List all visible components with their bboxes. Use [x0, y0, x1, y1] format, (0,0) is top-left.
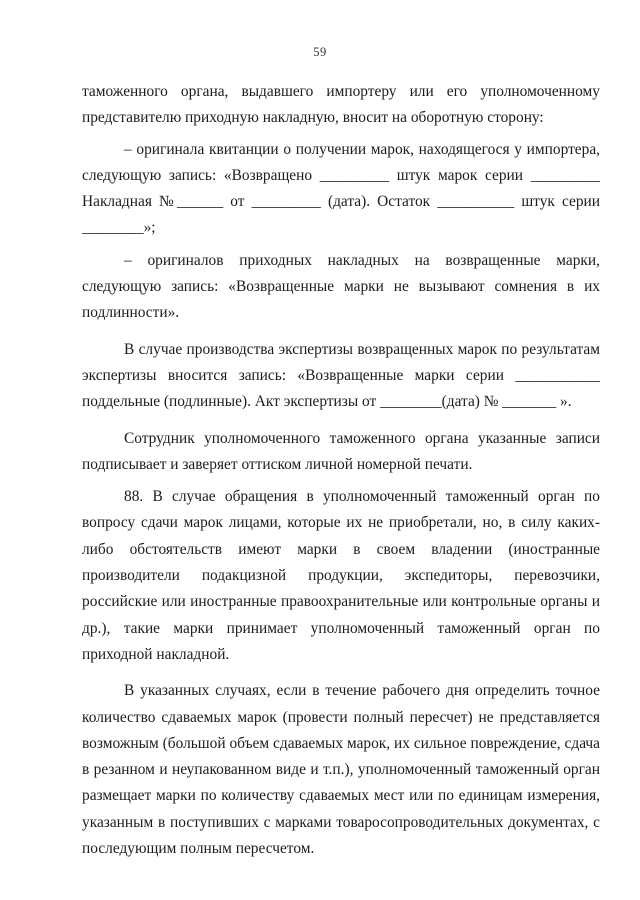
document-body	[82, 79, 600, 862]
paragraph-receipt-record: – оригинала квитанции о получении марок, находящегося у импортера, следующую запись: «Возвращено _________ штук марок серии _________ Накладная №______ от _________ (дата). Остаток __________ штук серии ________»;	[82, 140, 600, 237]
paragraph-invoice-record: – оригиналов приходных накладных на возвращенные марки, следующую запись: «Возвращенные марки не вызывают сомнения в их подлинности».	[82, 251, 600, 322]
paragraph-expertise-record: В случае производства экспертизы возвращенных марок по результатам экспертизы вносится запись: «Возвращенные марки серии ___________ поддельные (подлинные). Акт экспертизы от ________(дата) № _______ ».	[82, 340, 600, 411]
page-number: 59	[313, 45, 327, 59]
paragraph-officer-signature: Сотрудник уполномоченного таможенного органа указанные записи подписывает и заверяет оттиском личной номерной печати.	[82, 429, 600, 473]
paragraph-continuation: таможенного органа, выдавшего импортеру или его уполномоченному представителю приходную накладную, вносит на оборотную сторону:	[82, 83, 600, 127]
paragraph-counting-procedure: В указанных случаях, если в течение рабочего дня определить точное количество сдаваемых марок (провести полный пересчет) не представляется возможным (большой объем сдаваемых марок, их сильное повреждение, сдача в резанном и неупакованном виде и т.п.), уполномоченный таможенный орган размещает марки по количеству сдаваемых мест или по единицам измерения, указанным в поступивших с марками товаросопроводительных документах, с последующим полным пересчетом.	[82, 682, 600, 858]
paragraph-item-88: 88. В случае обращения в уполномоченный таможенный орган по вопросу сдачи марок лицами, которые их не приобретали, но, в силу каких-либо обстоятельств имеют марки в своем владении (иностранные производители подакцизной продукции, экспедиторы, перевозчики, российские или иностранные правоохранительные или контрольные органы и др.), такие марки принимает уполномоченный таможенный орган по приходной накладной.	[82, 488, 600, 663]
